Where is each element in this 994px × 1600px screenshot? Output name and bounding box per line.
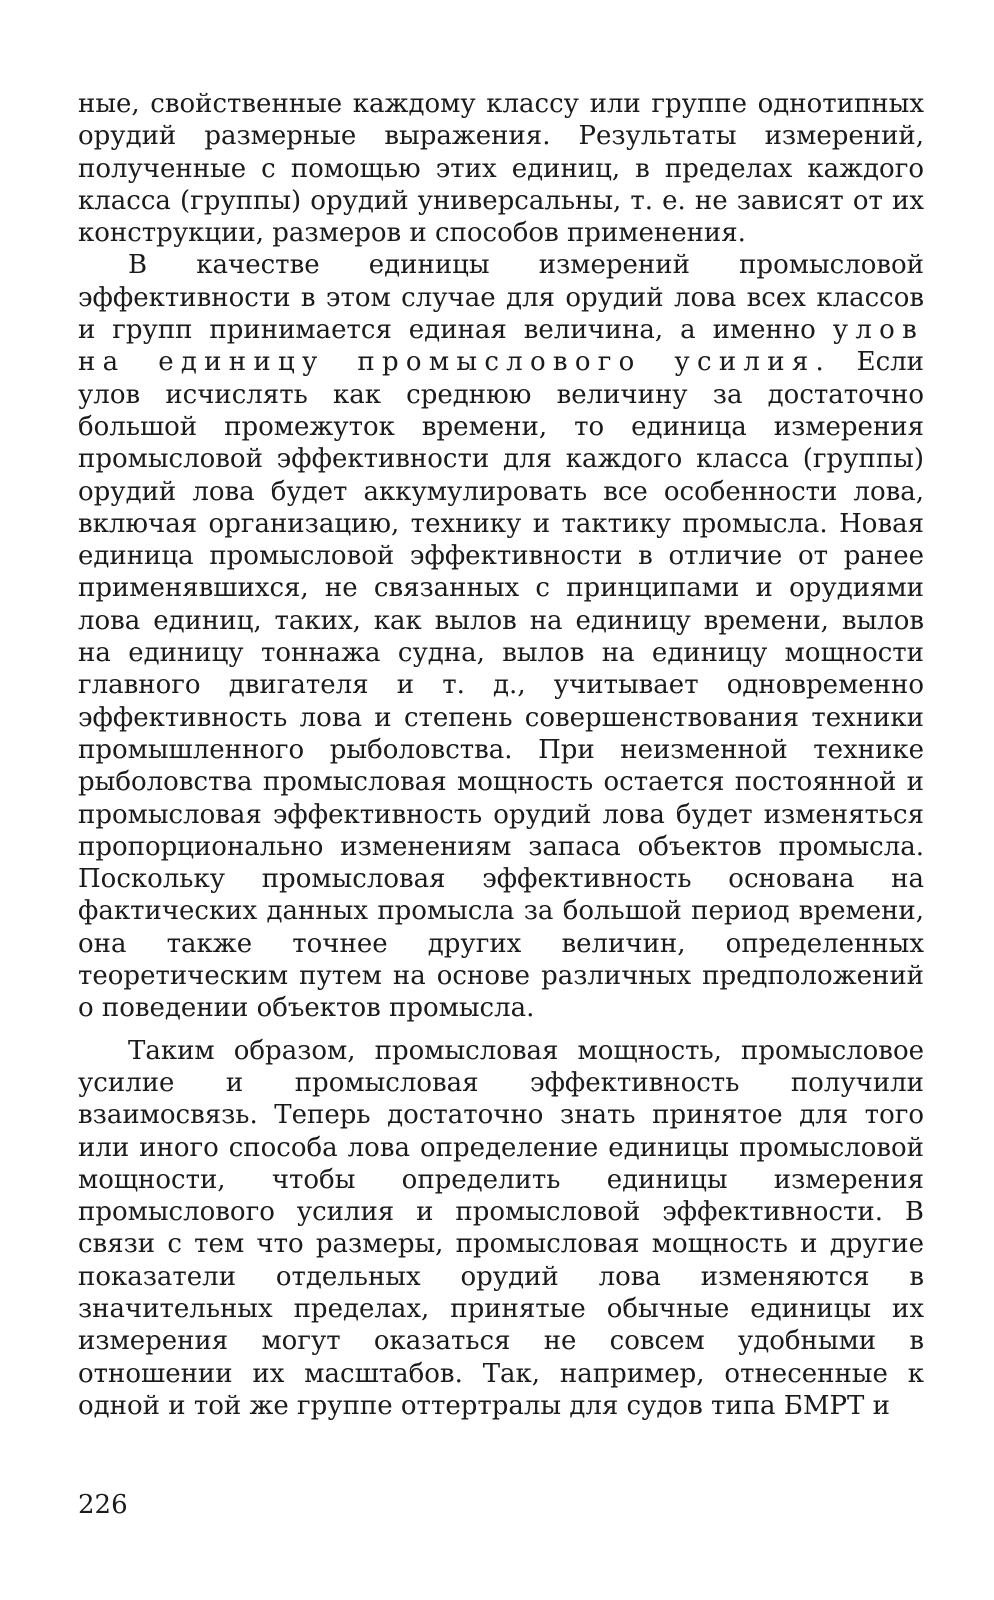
paragraph-conclusion: Таким образом, промысловая мощность, промысловое усилие и промысловая эффективность получили взаимосвязь. Теперь достаточно знать принятое для того или иного способа лова определение единицы промысловой мощности, чтобы определить единицы измерения промыслового усилия и промысловой эффективности. В связи с тем что размеры, промысловая мощность и другие показатели отдельных орудий лова изменяются в значительных пределах, принятые обычные единицы их измерения могут оказаться не совсем удобными в отношении их масштабов. Так, например, отнесенные к одной и той же группе оттертралы для судов типа БМРТ и	[78, 1035, 924, 1421]
page-body	[78, 88, 924, 1422]
page-number: 226	[78, 1490, 128, 1520]
emphasized-term: улов на единицу промыслового усилия.	[78, 315, 925, 378]
paragraph-efficiency-unit	[78, 249, 924, 1024]
paragraph-text-rest: Если улов исчислять как среднюю величину за достаточно большой промежуток времени, то единица измерения промысловой эффективности для каждого класса (группы) орудий лова будет аккумулировать все особенности лова, включая организацию, технику и тактику промысла. Новая единица промысловой эффективности в отличие от ранее применявшихся, не связанных с принципами и орудиями лова единиц, таких, как вылов на единицу времени, вылов на единицу тоннажа судна, вылов на единицу мощности главного двигателя и т. д., учитывает одновременно эффективность лова и степень совершенствования техники промышленного рыболовства. При неизменной технике рыболовства промысловая мощность остается постоянной и промысловая эффективность орудий лова будет изменяться пропорционально изменениям запаса объектов промысла. Поскольку промысловая эффективность основана на фактических данных промысла за большой период времени, она также точнее других величин, определенных теоретическим путем на основе различных предположений о поведении объектов промысла.	[78, 347, 925, 1024]
paragraph-continuation: ные, свойственные каждому классу или группе однотипных орудий размерные выражения. Результаты измерений, полученные с помощью этих единиц, в пределах каждого класса (группы) орудий универсальны, т. е. не зависят от их конструкции, размеров и способов применения.	[78, 89, 924, 249]
paragraph-text-start: В качестве единицы измерений промысловой эффективности в этом случае для орудий лова всех классов и групп принимается единая величина, а именно	[78, 250, 924, 346]
